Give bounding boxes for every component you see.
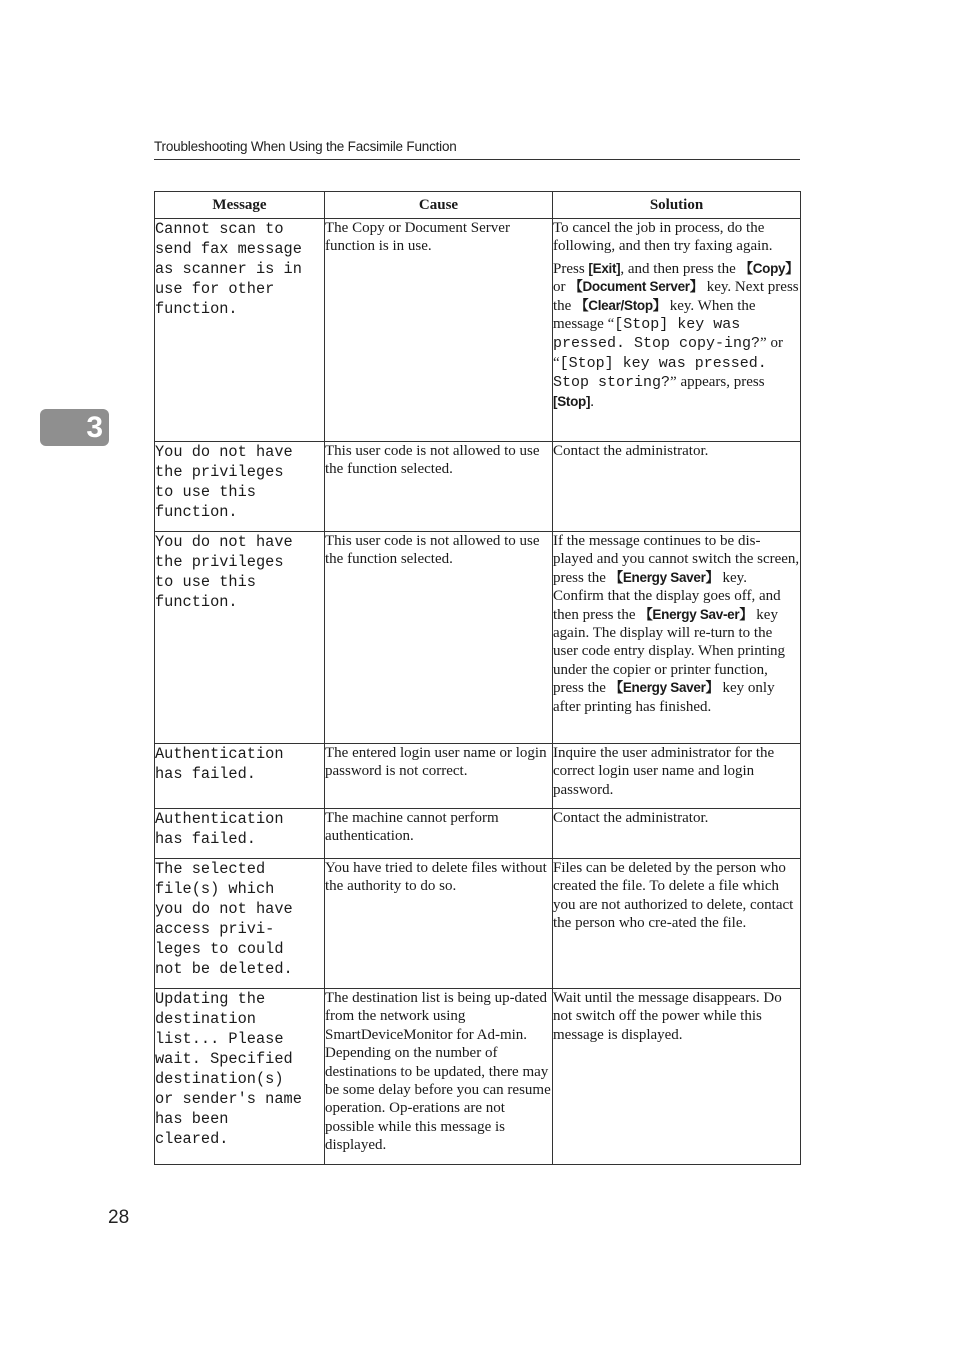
document-server-key-label: 【Document Server】 [569,279,703,295]
solution-text: key. Next press the [553,279,799,314]
table-row [155,809,801,859]
page-number: 28 [108,1207,130,1228]
exit-key-label: [Exit] [588,260,621,276]
solution-text: Press [553,260,589,277]
table-row [155,219,801,442]
running-header [154,138,800,160]
solution-paragraph: To cancel the job in process, do the following, and then try faxing again. [553,220,773,255]
message-cell: You do not have the privileges to use this function. [155,442,325,532]
stop-key-label: [Stop] [553,393,591,409]
solution-text: ” appears, press [670,374,765,391]
message-cell: You do not have the privileges to use this function. [155,532,325,744]
message-cell: Authentication has failed. [155,809,325,859]
table-row [155,859,801,989]
table-row [155,532,801,744]
clear-stop-key-label: 【Clear/Stop】 [575,297,666,313]
stop-storing-message: [Stop] key was pressed. Stop storing? [553,354,767,392]
cause-cell: The destination list is being up-dated from the network using SmartDeviceMonitor for Ad-min. Depending on the number of destinations to be updated, there may be some delay before you can resume operation. Op-erations are not possible while this message is displayed. [325,989,553,1165]
troubleshooting-table [154,191,801,1165]
cause-cell: This user code is not allowed to use the function selected. [325,532,553,744]
solution-text: key again. The display will re-turn to the user code entry display. When printing under the copier or printer function, press the [553,606,786,697]
energy-saver-key-label: 【Energy Saver】 [609,569,719,585]
energy-saver-key-label: 【Energy Saver】 [609,680,719,696]
cause-cell: The machine cannot perform authentication. [325,809,553,859]
cause-cell: This user code is not allowed to use the function selected. [325,442,553,532]
table-header-row [155,192,801,219]
solution-text: , and then press the [620,260,740,277]
solution-text: key. Confirm that the display goes off, and then press the [553,569,781,623]
solution-cell: Files can be deleted by the person who created the file. To delete a file which you are not authorized to delete, contact the person who cre-ated the file. [553,859,801,989]
chapter-tab [40,409,109,446]
message-cell: Authentication has failed. [155,744,325,809]
cause-cell: The Copy or Document Server function is in use. [325,219,553,442]
column-header-solution: Solution [553,192,801,219]
copy-key-label: 【Copy】 [739,260,799,276]
column-header-message: Message [155,192,325,219]
column-header-cause: Cause [325,192,553,219]
solution-text: or [553,279,570,296]
solution-text: key only after printing has finished. [553,680,775,715]
solution-cell: Wait until the message disappears. Do not switch off the power while this message is displayed. [553,989,801,1165]
solution-text: key. When the message “ [553,297,756,333]
solution-cell [553,532,801,744]
energy-saver-key-label: 【Energy Sav-er】 [639,606,753,622]
solution-cell: Contact the administrator. [553,809,801,859]
solution-text: If the message continues to be dis-played and you cannot switch the screen, press the [553,533,800,586]
cause-cell: The entered login user name or login password is not correct. [325,744,553,809]
solution-text: . [590,393,594,410]
solution-cell: Contact the administrator. [553,442,801,532]
message-cell: Cannot scan to send fax message as scanner is in use for other function. [155,219,325,442]
chapter-number: 3 [86,411,103,444]
solution-cell: Inquire the user administrator for the correct login user name and login password. [553,744,801,809]
header-title: Troubleshooting When Using the Facsimile Function [154,139,457,154]
solution-cell [553,219,801,442]
stop-copying-message: [Stop] key was pressed. Stop copy-ing? [553,316,761,353]
message-cell: The selected file(s) which you do not have access privi- leges to could not be deleted. [155,859,325,989]
table-row [155,989,801,1165]
table-row [155,442,801,532]
message-cell: Updating the destination list... Please wait. Specified destination(s) or sender's name has been cleared. [155,989,325,1165]
cause-cell: You have tried to delete files without the authority to do so. [325,859,553,989]
table-row [155,744,801,809]
solution-paragraph [553,260,800,411]
solution-text: ” or “ [553,335,783,371]
